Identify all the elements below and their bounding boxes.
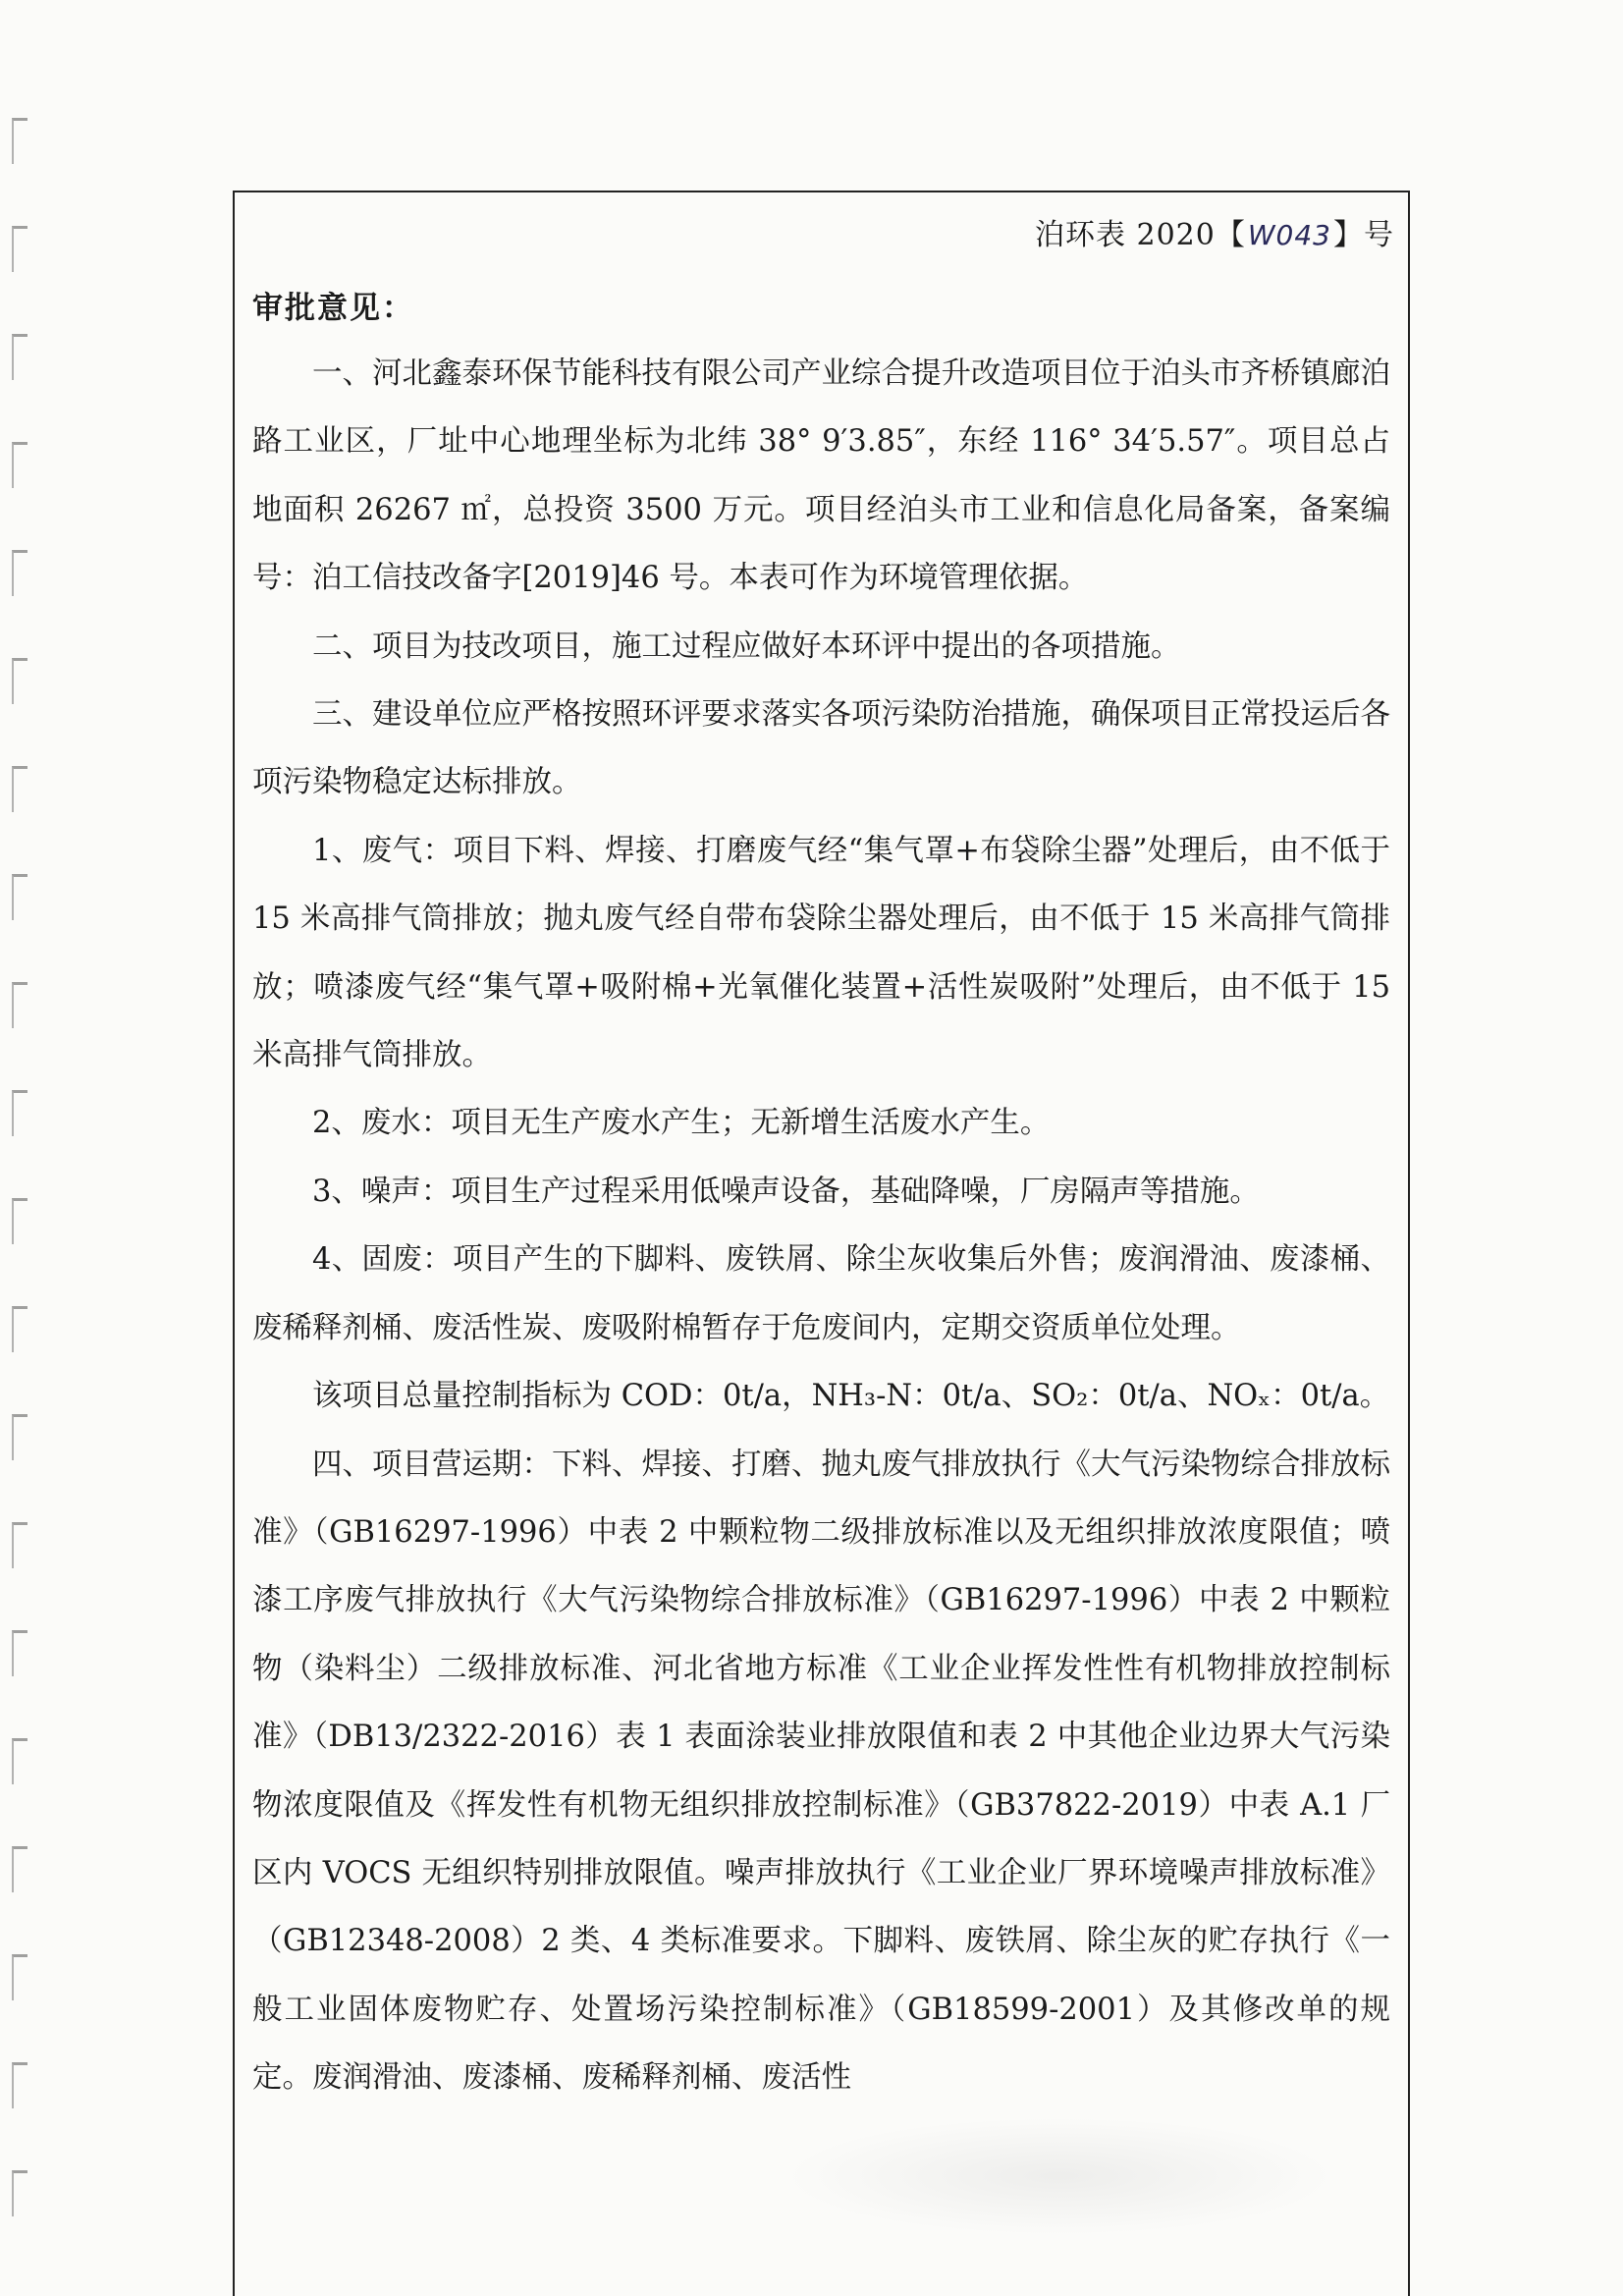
binding-mark [12,334,27,380]
faint-stamp-smudge [784,2117,1334,2235]
binding-mark [12,550,27,596]
binding-mark [12,2170,27,2216]
paragraph-construction-measures: 二、项目为技改项目，施工过程应做好本环评中提出的各项措施。 [312,629,1181,664]
paragraph-operation-standards: 四、项目营运期：下料、焊接、打磨、抛丸废气排放执行《大气污染物综合排放标准》（GB16297-1996）中表 2 中颗粒物二级排放标准以及无组织排放浓度限值；喷漆工序废气排放执行《大气污染物综合排放标准》（GB16297-1996）中表 2 中颗粒物（染料尘）二级排放标准、河北省地方标准《工业企业挥发性性有机物排放控制标准》（DB13/2322-2016）表 1 表面涂装业排放限值和表 2 中其他企业边界大气污染物浓度限值及《挥发性有机物无组织排放控制标准》（GB37822-2019）中表 A.1 厂区内 VOCS 无组织特别排放限值。噪声排放执行《工业企业厂界环境噪声排放标准》（GB12348-2008）2 类、4 类标准要求。下脚料、废铁屑、除尘灰的贮存执行《一般工业固体废物贮存、处置场污染控制标准》（GB18599-2001）及其修改单的规定。废润滑油、废漆桶、废稀释剂桶、废活性 [252,1447,1390,2096]
binding-mark [12,1738,27,1784]
binding-mark [12,1198,27,1244]
binding-mark [12,874,27,920]
paragraph-waste-water: 2、废水：项目无生产废水产生；无新增生活废水产生。 [312,1106,1051,1141]
reference-prefix: 泊环表 2020【 [1034,218,1246,252]
binding-mark [12,1522,27,1568]
binding-mark [12,118,27,164]
reference-handwritten-number: W043 [1247,219,1331,251]
binding-mark [12,442,27,488]
binding-mark [12,226,27,272]
binding-mark [12,982,27,1028]
paragraph-total-control: 该项目总量控制指标为 COD：0t/a，NH₃-N：0t/a、SO₂：0t/a、NOₓ：0t/a。 [312,1379,1390,1414]
reference-suffix: 】号 [1333,218,1394,252]
binding-mark [12,1954,27,2000]
paragraph-waste-gas: 1、废气：项目下料、焊接、打磨废气经“集气罩+布袋除尘器”处理后，由不低于 15 米高排气筒排放；抛丸废气经自带布袋除尘器处理后，由不低于 15 米高排气筒排放；喷漆废气经“集气罩+吸附棉+光氧催化装置+活性炭吸附”处理后，由不低于 15 米高排气筒排放。 [252,833,1390,1073]
paragraph-noise: 3、噪声：项目生产过程采用低噪声设备，基础降噪，厂房隔声等措施。 [312,1174,1260,1209]
binding-mark [12,1846,27,1892]
binding-mark [12,2062,27,2108]
approval-opinion-body [252,340,1390,2112]
binding-mark [12,1414,27,1460]
binding-mark [12,766,27,812]
paragraph-project-location: 一、河北鑫泰环保节能科技有限公司产业综合提升改造项目位于泊头市齐桥镇廊泊路工业区，厂址中心地理坐标为北纬 38° 9′3.85″，东经 116° 34′5.57″。项目总占地面积 26267 ㎡，总投资 3500 万元。项目经泊头市工业和信息化局备案，备案编号：泊工信技改备字[2019]46 号。本表可作为环境管理依据。 [252,356,1390,596]
paragraph-solid-waste: 4、固废：项目产生的下脚料、废铁屑、除尘灰收集后外售；废润滑油、废漆桶、废稀释剂桶、废活性炭、废吸附棉暂存于危废间内，定期交资质单位处理。 [252,1242,1390,1345]
paragraph-pollution-control: 三、建设单位应严格按照环评要求落实各项污染防治措施，确保项目正常投运后各项污染物稳定达标排放。 [252,697,1390,800]
binding-mark [12,1306,27,1352]
approval-form-frame [233,191,1410,2296]
approval-opinion-heading: 审批意见： [252,291,414,326]
binding-mark [12,1090,27,1136]
document-reference-number [1035,210,1394,253]
binding-mark [12,658,27,704]
binding-mark [12,1630,27,1676]
